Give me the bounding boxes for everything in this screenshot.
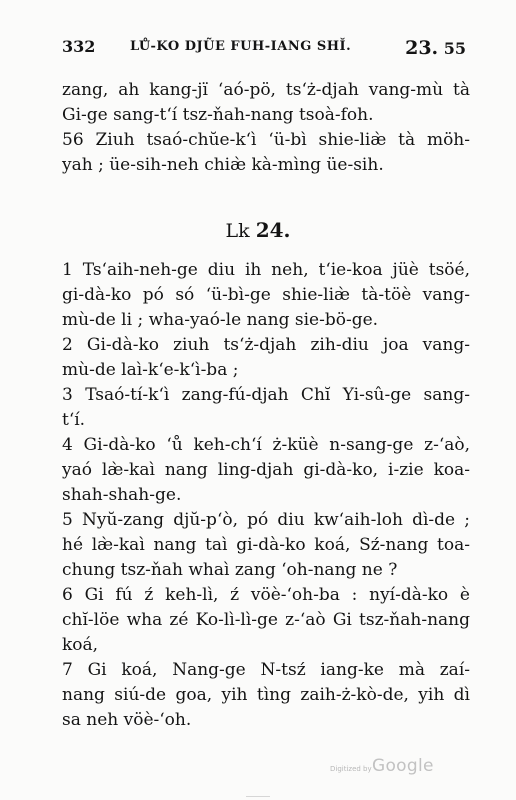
text-line: 5 Nyŭ-zang djŭ-p‘ò, pó diu kw‘aih-loh dì-de ; — [62, 510, 470, 530]
text-block-ch24 — [62, 258, 470, 733]
chapter-verse-ref — [405, 37, 466, 59]
text-line: mù-de laì-k‘e-k‘ì-ba ; — [62, 360, 239, 380]
page-number: 332 — [62, 37, 96, 56]
text-line: shah-shah-ge. — [62, 485, 182, 505]
text-line: chung tsz-ňah whaì zang ‘oh-nang ne ? — [62, 560, 398, 580]
text-line: nang siú-de goa, yih tìng zaih-ż-kò-de, yih dì — [62, 685, 470, 705]
text-line: 6 Gi fú ź keh-lì, ź vöè-‘oh-ba : nyí-dà-ko è — [62, 585, 470, 605]
chapter-heading-prefix: Lk — [225, 220, 250, 242]
chapter-heading-number: 24. — [255, 218, 291, 242]
digitized-watermark — [330, 756, 450, 778]
text-line: yah ; üe-sih-neh chiæ̀ kà-mìng üe-sih. — [62, 155, 384, 175]
digitized-by-label: Digitized by — [330, 765, 372, 773]
text-line: koá, — [62, 635, 99, 655]
text-line: t‘í. — [62, 410, 86, 430]
text-line: Gi-ge sang-t‘í tsz-ňah-nang tsoà-foh. — [62, 105, 374, 125]
chapter-ref: 23. — [405, 37, 439, 59]
text-line: gi-dà-ko pó só ‘ü-bì-ge shie-liæ̀ tà-töè vang- — [62, 285, 470, 305]
google-logo: Google — [372, 756, 434, 776]
text-line: zang, ah kang-jï ‘aó-pö, ts‘ż-djah vang-mù tà — [62, 80, 470, 100]
text-block-ch23 — [62, 78, 470, 178]
footer-divider — [246, 796, 270, 797]
chapter-heading — [0, 218, 516, 242]
text-line: hé læ̀-kaì nang taì gi-dà-ko koá, Sź-nang toa- — [62, 535, 470, 555]
text-line: 3 Tsaó-tí-k‘ì zang-fú-djah Chĭ Yi-sû-ge sang- — [62, 385, 470, 405]
text-line: 4 Gi-dà-ko ‘ů keh-ch‘í ż-küè n-sang-ge z-‘aò, — [62, 435, 470, 455]
running-title: LŮ-KO DJŨE FUH-IANG SHĬ. — [130, 39, 352, 54]
text-line: sa neh vöè-‘oh. — [62, 710, 192, 730]
text-line: 7 Gi koá, Nang-ge N-tsź iang-ke mà zaí- — [62, 660, 470, 680]
text-line: 1 Ts‘aih-neh-ge diu ih neh, t‘ie-koa jüè tsöé, — [62, 260, 470, 280]
text-line: 2 Gi-dà-ko ziuh ts‘ż-djah zih-diu joa vang- — [62, 335, 470, 355]
text-line: yaó læ̀-kaì nang ling-djah gi-dà-ko, i-zie koa- — [62, 460, 470, 480]
page-header — [62, 37, 466, 61]
text-line: 56 Ziuh tsaó-chŭe-k‘ì ‘ü-bì shie-liæ̀ tà möh- — [62, 130, 470, 150]
text-line: chĭ-löe wha zé Ko-lì-lì-ge z-‘aò Gi tsz-ňah-nang — [62, 610, 470, 630]
text-line: mù-de li ; wha-yaó-le nang sie-bö-ge. — [62, 310, 379, 330]
verse-ref: 55 — [443, 39, 466, 58]
